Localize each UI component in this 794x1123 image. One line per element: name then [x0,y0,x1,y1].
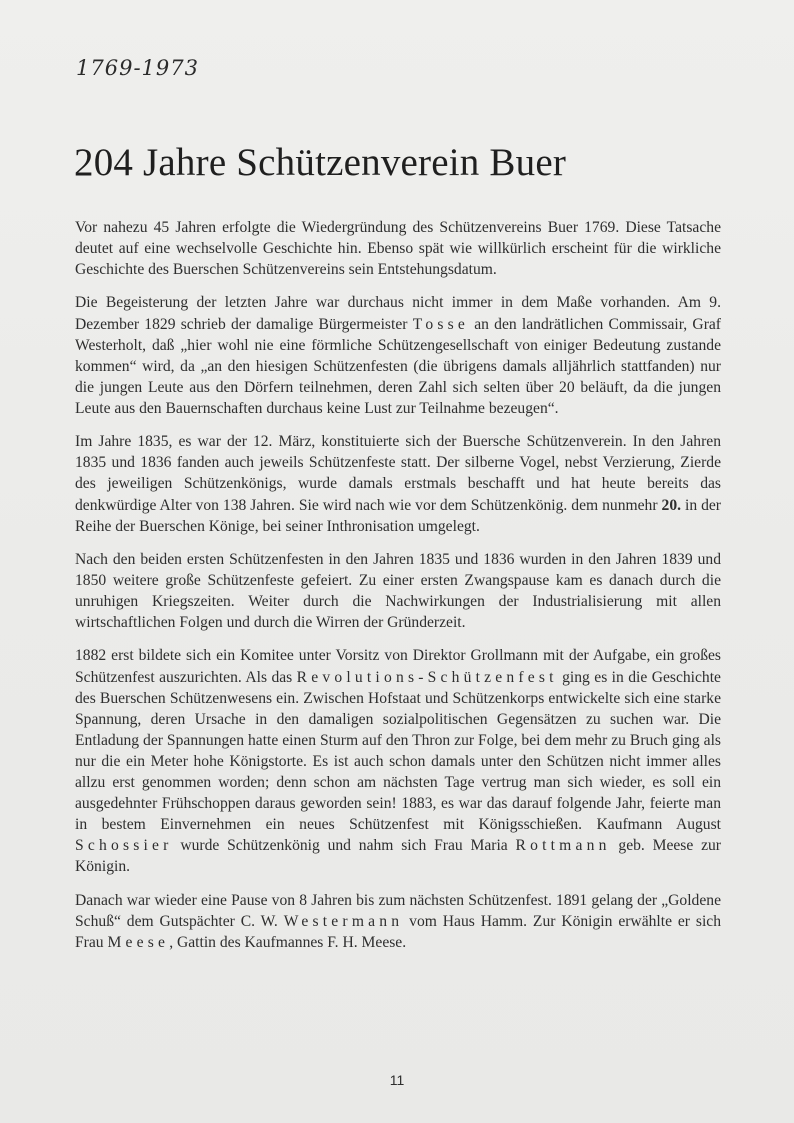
paragraph [75,549,721,633]
page-title: 204 Jahre Schützenverein Buer [74,141,567,184]
text-run: ging es in die Geschichte des Buerschen Schützenwesens ein. Zwischen Hofstaat und Schützenkorps entwickelte sich eine starke Spannung, deren Ursache in den damaligen sozialpolitischen Gegensätzen zu suchen war. Die Entladung der Spannungen hatte einen Sturm auf den Thron zur Folge, bei dem mehr zu Bruch ging als nur die ein Meter hohe Königstorte. Es ist auch schon damals unter den Schützen nicht immer alles allzu erst genommen worden; denn schon am nächsten Tage vertrug man sich wieder, es soll ein ausgedehnter Frühschoppen daraus geworden sein! 1883, es war das darauf folgende Jahr, feierte man in bestem Einvernehmen ein neues Schützenfest mit Königsschießen. Kaufmann August [75,668,721,834]
text-run: an den landrätlichen Commissair, Graf Westerholt, daß „hier wohl nie eine förmliche Schützengesellschaft von einiger Bedeutung zustande kommen“ wird, da „an den hiesigen Schützenfesten (die übrigens damals alljährlich stattfanden) nur die jungen Leute aus den Dörfern teilnehmen, deren Zahl sich selten über 20 beläuft, da die jungen Leute aus den Bauernschaften durchaus keine Lust zur Teilnahme bezeugen“. [75,315,722,417]
paragraph [75,431,721,536]
text-run: 1882 erst bildete sich ein Komitee unter Vorsitz von Direktor Grollmann mit der Aufgabe, ein großes Schützenfest auszurichten. Als das [75,647,721,686]
page-number: 11 [389,1072,405,1088]
text-run: Nach den beiden ersten Schützenfesten in den Jahren 1835 und 1836 wurden in den Jahren 1839 und 1850 weitere große Schützenfeste gefeiert. Zu einer ersten Zwangspause kam es danach durch die unruhigen Kriegszeiten. Weiter durch die Nachwirkungen der Industrialisierung mit allen wirtschaftlichen Folgen und durch die Wirren der Gründerzeit. [75,550,721,632]
article-body [75,217,721,965]
emphasized-name: Revolutions-Schützenfest [296,668,558,686]
text-run: Die Begeisterung der letzten Jahre war durchaus nicht immer in dem Maße vorhanden. Am 9. Dezember 1829 schrieb der damalige Bürgermeister [75,294,721,333]
bold-text: 20. [661,496,682,514]
text-run: , Gattin des Kaufmannes F. H. Meese. [169,933,407,951]
text-run: Im Jahre 1835, es war der 12. März, konstituierte sich der Buersche Schützenverein. In den Jahren 1835 und 1836 fanden auch jeweils Schützenfeste statt. Der silberne Vogel, nebst Verzierung, Zierde des jeweiligen Schützenkönigs, wurde damals erstmals beschafft und hat heute bereits das denkwürdige Alter von 138 Jahren. Sie wird nach wie vor dem Schützenkönig. dem nunmehr [75,433,721,514]
emphasized-name: Tosse [412,315,469,333]
text-run: Vor nahezu 45 Jahren erfolgte die Wiedergründung des Schützenvereins Buer 1769. Diese Tatsache deutet auf eine wechselvolle Geschichte hin. Ebenso spät wie willkürlich erscheint für die wirkliche Geschichte des Buerschen Schützenvereins sein Entstehungsdatum. [75,219,721,279]
text-run: in der Reihe der Buerschen Könige, bei seiner Inthronisation umgelegt. [75,496,721,535]
paragraph [75,645,721,877]
date-range-subtitle: 1769-1973 [76,56,199,80]
paragraph [75,292,721,419]
emphasized-name: Schossier [75,837,173,855]
paragraph [75,890,721,953]
emphasized-name: Westermann [283,912,404,930]
paragraph [75,217,721,280]
text-run: Danach war wieder eine Pause von 8 Jahren bis zum nächsten Schützenfest. 1891 gelang der „Goldene Schuß“ dem Gutspächter C. W. [75,891,721,930]
text-run: wurde Schützenkönig und nahm sich Frau Maria [172,837,516,855]
text-run: vom Haus Hamm. Zur Königin erwählte er sich Frau [75,912,721,951]
emphasized-name: Meese [107,933,170,951]
text-run: geb. Meese zur Königin. [75,837,721,876]
emphasized-name: Rottmann [515,837,611,855]
